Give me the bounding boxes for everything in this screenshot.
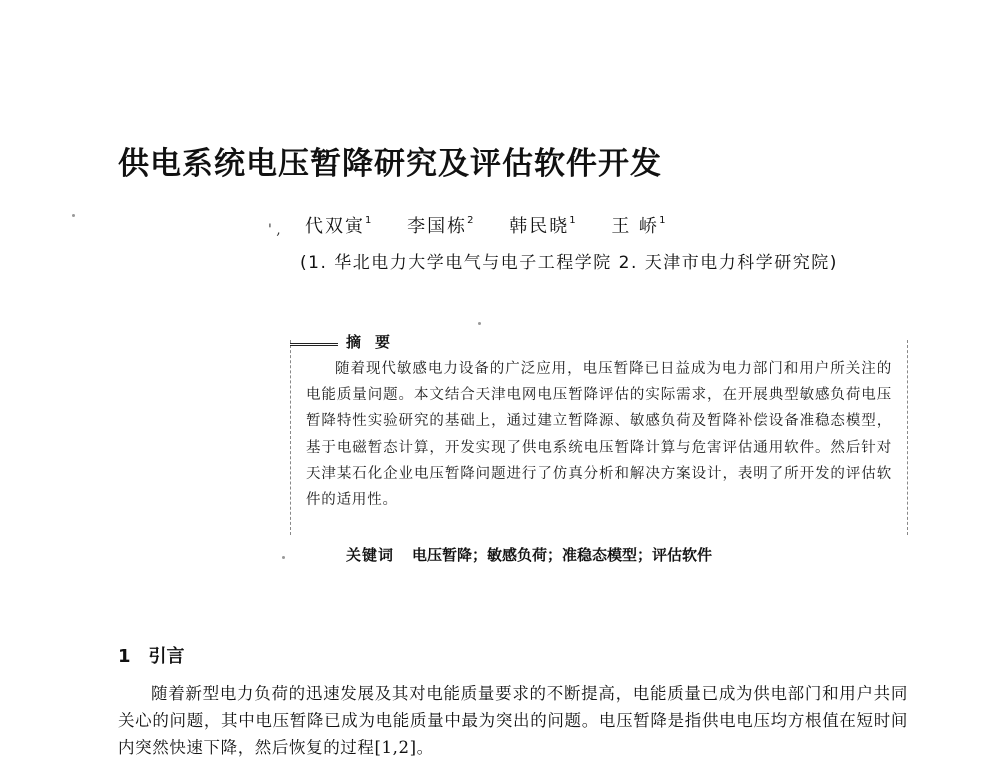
stray-mark: ' , [268, 222, 281, 238]
section-title: 引言 [148, 646, 185, 667]
scan-speck [282, 556, 285, 559]
author: 李国栋$^2$ [407, 215, 474, 237]
section-number: 1 [118, 646, 131, 667]
keywords [346, 544, 712, 565]
keywords-text: 电压暂降；敏感负荷；准稳态模型；评估软件 [412, 546, 713, 564]
author-list [305, 212, 693, 238]
author: 王 峤$^1$ [611, 215, 666, 237]
abstract-text: 随着现代敏感电力设备的广泛应用，电压暂降已日益成为电力部门和用户所关注的电能质量问题。本文结合天津电网电压暂降评估的实际需求，在开展典型敏感负荷电压暂降特性实验研究的基础上，通过建立暂降源、敏感负荷及暂降补偿设备准稳态模型，基于电磁暂态计算，开发实现了供电系统电压暂降计算与危害评估通用软件。然后针对天津某石化企业电压暂降问题进行了仿真分析和解决方案设计，表明了所开发的评估软件的适用性。 [306, 361, 892, 509]
author: 韩民晓$^1$ [509, 215, 576, 237]
keywords-label: 关键词 [346, 546, 395, 564]
abstract-rule [290, 343, 338, 346]
author: 代双寅$^1$ [305, 215, 372, 237]
scan-speck [478, 322, 481, 325]
paper-title: 供电系统电压暂降研究及评估软件开发 [118, 146, 662, 182]
affiliations: (1. 华北电力大学电气与电子工程学院 2. 天津市电力科学研究院) [300, 253, 838, 273]
body-paragraph: 随着新型电力负荷的迅速发展及其对电能质量要求的不断提高，电能质量已成为供电部门和用户共同关心的问题，其中电压暂降已成为电能质量中最为突出的问题。电压暂降是指供电电压均方根值在短时间内突然快速下降，然后恢复的过程[1,2]。 [118, 684, 908, 757]
scan-speck [72, 214, 75, 217]
abstract-label: 摘要 [346, 333, 405, 351]
section-heading [118, 642, 185, 668]
